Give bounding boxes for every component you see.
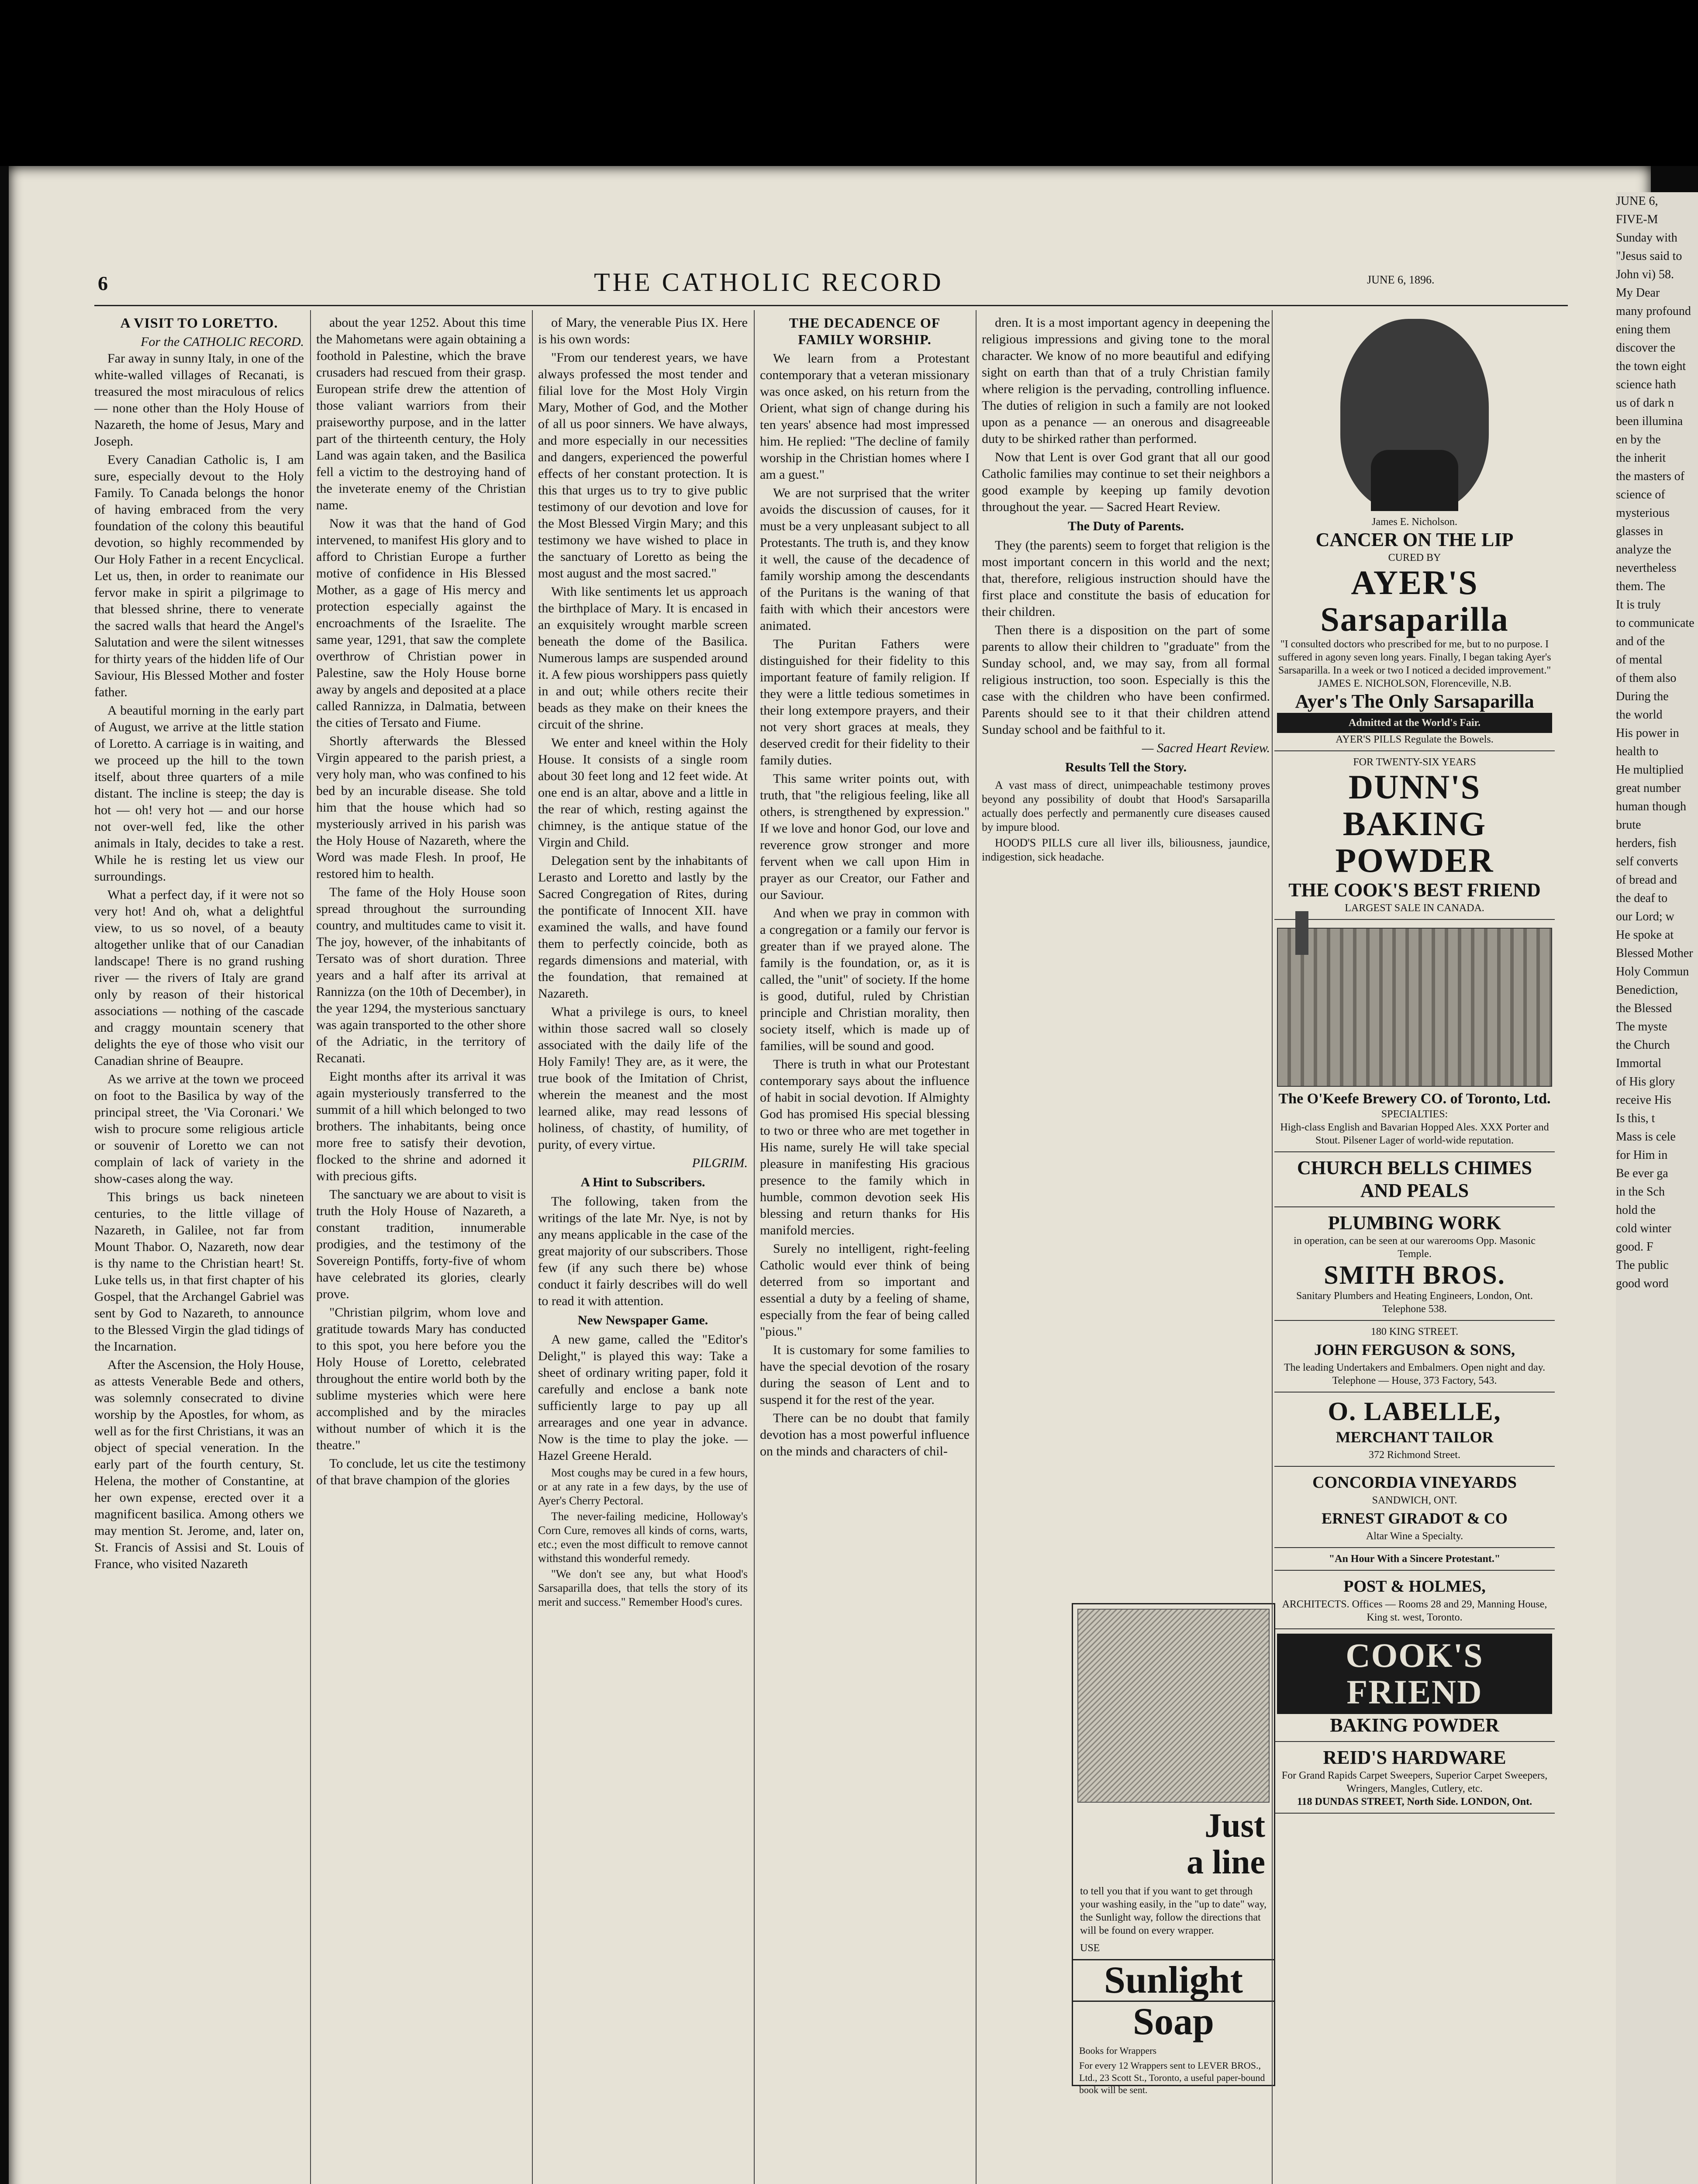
paragraph: of Mary, the venerable Pius IX. Here is his own words: [538,315,748,346]
paragraph: Far away in sunny Italy, in one of the white-walled villages of Recanati, is treasured the most miraculous of relics — none other than the Holy House of Nazareth, the home of Jesus, Mary and Joseph. [94,351,304,449]
heading-results: Results Tell the Story. [1065,760,1187,774]
adjacent-page-line: of mental [1616,653,1663,667]
ad-text: SPECIALTIES: [1381,1109,1448,1120]
article-signature: PILGRIM. [692,1156,748,1170]
ad-headline: PLUMBING WORK [1328,1212,1501,1234]
paragraph: As we arrive at the town we proceed on foot to the Basilica by way of the principal street, the 'Via Coronari.' We wish to procure some religious article or souvenir of Loretto we can not complain of lack of variety in the show-cases along the way. [94,1072,304,1186]
ad-text: AYER'S PILLS Regulate the Bowels. [1336,734,1494,745]
advertisement-column [1274,310,1555,2184]
adjacent-page-line: hold the [1616,1203,1656,1217]
ad-headline: "An Hour With a Sincere Protestant." [1329,1553,1501,1565]
paragraph: The following, taken from the writings of the late Mr. Nye, is not by any means applicable in the case of the great majority of our subscribers. Those few (if any such there be) whose conduct it fairly describes will do well to read it with attention. [538,1194,748,1308]
ad-brand: DUNN'S [1348,768,1481,806]
ad-text: "I consulted doctors who prescribed for me, but to no purpose. I suffered in agony seven long years. Finally, I began taking Ayer's Sarsaparilla. In a week or two I noticed a decided improvement." [1278,639,1551,676]
ad-brand: JOHN FERGUSON & SONS, [1314,1341,1515,1358]
adjacent-page-line: the town eight [1616,359,1686,373]
paragraph: And when we pray in common with a congregation or a family our fervor is greater than if we prayed alone. The family is the foundation, or, as it is called, the "unit" of society. If the home is good, dutiful, ruled by Christian principle and Christian morality, then society itself, which is made up of families, will be sound and good. [760,906,970,1053]
adjacent-page-line: Mass is cele [1616,1130,1676,1144]
labelle-ad [1274,1393,1555,1467]
note: HOOD'S PILLS cure all liver ills, biliousness, jaundice, indigestion, sick headache. [982,836,1270,863]
column-2 [316,314,526,2184]
adjacent-page-line: discover the [1616,341,1676,355]
adjacent-page-line: Is this, t [1616,1112,1655,1125]
okeefe-brewery-ad [1274,920,1555,1152]
ad-left-note: Books for Wrappers [1079,2045,1157,2056]
adjacent-page-line: Be ever ga [1616,1167,1668,1180]
ad-text: MERCHANT TAILOR [1336,1428,1494,1446]
paragraph: Eight months after its arrival it was again mysteriously transferred to the summit of a hill which belonged to two brothers. The inhabitants, being once more free to satisfy their devotion, flocked to the shrine and adorned it with precious gifts. [316,1069,526,1183]
ad-text: For Grand Rapids Carpet Sweepers, Superior Carpet Sweepers, Wringers, Mangles, Cutlery, etc. [1281,1770,1548,1794]
ad-right-note: For every 12 Wrappers sent to LEVER BROS., Ltd., 23 Scott St., Toronto, a useful paper-bound book will be sent. [1079,2060,1265,2095]
note: "We don't see any, but what Hood's Sarsaparilla does, that tells the story of its merit and success." Remember Hood's cures. [538,1568,748,1608]
adjacent-page-line: en by the [1616,433,1661,446]
adjacent-page-line: brute [1616,818,1641,832]
ad-brand: Sunlight [1073,1959,1274,2001]
adjacent-page-line: glasses in [1616,525,1663,538]
header-rule [94,305,1568,306]
column-5 [982,314,1270,1599]
ad-brand: O. LABELLE, [1328,1397,1501,1426]
paragraph: What a privilege is ours, to kneel within those sacred wall so closely associated with the daily life of the Holy Family! They are, as it were, the true book of the Imitation of Christ, wherein the meanest and the most learned alike, may read lessons of holiness, of chastity, of humility, of purity, of every virtue. [538,1005,748,1152]
paragraph: They (the parents) seem to forget that religion is the most important concern in this world and the next; that, therefore, religious instruction should have the first place and constitute the basis of education for their children. [982,538,1270,619]
adjacent-page-line: ening them [1616,323,1671,336]
paragraph: We enter and kneel within the Holy House. It consists of a single room about 30 feet long and 12 feet wide. At one end is an altar, above and a little in the rear of which, resting against the chimney, is the antique statue of the Virgin and Child. [538,736,748,850]
adjacent-page-line: them. The [1616,580,1666,593]
adjacent-page-line: analyze the [1616,543,1671,556]
adjacent-page-line: receive His [1616,1093,1671,1107]
paragraph: Delegation sent by the inhabitants of Lerasto and Loretto and lastly by the Sacred Congregation of Rites, during the pontificate of Innocent XII. have examined the walls, and have found them to perfectly coincide, both as regards dimensions and material, with the foundation, that remained at Nazareth. [538,854,748,1001]
column-4 [760,314,970,2184]
adjacent-page-line: herders, fish [1616,836,1677,850]
adjacent-page-line: the world [1616,708,1663,722]
church-bells-ad [1274,1152,1555,1207]
paragraph: Surely no intelligent, right-feeling Catholic would ever think of being deterred from so important and essential a duty by a feeling of shame, especially from the fear of being called "pious." [760,1241,970,1339]
ad-brand: Ayer's The Only Sarsaparilla [1295,691,1534,712]
ad-brand: SMITH BROS. [1324,1261,1505,1289]
adjacent-page-line: of His glory [1616,1075,1675,1089]
paragraph: "Christian pilgrim, whom love and gratitude towards Mary has conducted to this spot, you here before you the Holy House of Loretto, celebrated throughout the entire world both by the sublime mysteries which were here accomplished and by the miracles without number of which it is the theatre." [316,1305,526,1452]
column-rule [976,310,977,2184]
adjacent-page-line: The myste [1616,1020,1667,1033]
paragraph: This brings us back nineteen centuries, to the little village of Nazareth, in Galilee, not far from Mount Thabor. O, Nazareth, now dear is thy name to the Christian heart! St. Luke tells us, in that first chapter of his Gospel, that the Archangel Gabriel was sent by God to Nazareth, to announce to the Blessed Virgin the glad tidings of the Incarnation. [94,1190,304,1354]
ad-text: High-class English and Bavarian Hopped Ales. XXX Porter and Stout. Pilsener Lager of world-wide reputation. [1280,1122,1549,1146]
ad-use: USE [1080,1942,1100,1954]
paragraph: about the year 1252. About this time the Mahometans were again obtaining a foothold in Palestine, which the brave crusaders had rescued from their grasp. European strife drew the attention of those valiant warriors from their praiseworthy purpose, and in the latter part of the thirteenth century, the Holy Land was again taken, and the Basilica fell a victim to the destroying hand of the inveterate enemy of the Christian name. [316,315,526,512]
adjacent-page-line: health to [1616,745,1659,758]
adjacent-page-line: His power in [1616,726,1679,740]
paragraph: We learn from a Protestant contemporary that a veteran missionary was once asked, on his return from the Orient, what sign of change during his ten years' absence had most impressed him. He replied: "The decline of family worship in the Christian homes where I am a guest." [760,351,970,482]
adjacent-page-line: good. F [1616,1240,1653,1254]
adjacent-page-line: He spoke at [1616,928,1674,942]
cooks-friend-ad [1274,1629,1555,1742]
adjacent-page-line: mysterious [1616,506,1670,520]
paragraph: The fame of the Holy House soon spread throughout the surrounding country, and multitudes came to visit it. The joy, however, of the inhabitants of Tersato was of short duration. Three years and a half after its arrival at Rannizza (on the 10th of December), in the year 1294, the mysterious sanctuary was again transported to the other shore of the Adriatic, in the territory of Recanati. [316,885,526,1065]
adjacent-page-line: the masters of [1616,470,1685,483]
adjacent-page-line: the Blessed [1616,1002,1672,1015]
adjacent-page-line: of them also [1616,671,1677,685]
ad-brand: CHURCH BELLS CHIMES AND PEALS [1297,1157,1532,1201]
paragraph: Now it was that the hand of God intervened, to manifest His glory and to afford to Christian Europe a further motive of confidence in His Blessed Mother, as a gage of His mercy and protection especially against the encroachments of the Israelite. The same year, 1291, that saw the complete overthrow of Christian power in Palestine, saw the Holy House borne away by angels and deposited at a place called Rannizza, in Dalmatia, between the cities of Tersato and Fiume. [316,516,526,730]
ad-brand: CONCORDIA VINEYARDS [1312,1473,1517,1492]
paragraph: What a perfect day, if it were not so very hot! And oh, what a delightful view, to us so novel, of a beauty altogether unlike that of our Canadian landscape! There is no grand rushing river — the rivers of Italy are grand only by reason of their historical associations — nothing of the cascade and craggy mountain scenery that delights the eye of those who visit our Canadian shrine of Beaupre. [94,888,304,1068]
ad-brand: AYER'S Sarsaparilla [1320,563,1509,638]
post-holmes-ad [1274,1571,1555,1629]
adjacent-page-line: It is truly [1616,598,1661,612]
ferguson-ad [1274,1321,1555,1393]
adjacent-page-line: science of [1616,488,1665,501]
note: The never-failing medicine, Holloway's Corn Cure, removes all kinds of corns, warts, etc.; even the most difficult to remove cannot withstand this wonderful remedy. [538,1510,748,1565]
adjacent-page-fragment [1616,192,1698,2184]
ad-text: SANDWICH, ONT. [1372,1495,1457,1506]
ad-slogan: THE COOK'S BEST FRIEND [1288,879,1541,901]
adjacent-page-line: self converts [1616,855,1678,868]
column-rule [754,310,755,2184]
ad-headline: a line [1187,1843,1265,1881]
portrait-caption: James E. Nicholson. [1372,516,1457,528]
adjacent-page-line: human though [1616,800,1686,813]
paragraph: This same writer points out, with truth, that "the religious feeling, like all others, is strengthened by expression." If we love and honor God, our love and reverence grow stronger and more fervent when we call upon Him in prayer as our Creator, our Father and our Saviour. [760,771,970,902]
masthead: THE CATHOLIC RECORD [594,268,944,297]
adjacent-page-line: During the [1616,690,1669,703]
note: Most coughs may be cured in a few hours, or at any rate in a few days, by the use of Ayer's Cherry Pectoral. [538,1466,748,1507]
adjacent-page-line: Immortal [1616,1057,1662,1070]
article-title-family-worship: THE DECADENCE OF FAMILY WORSHIP. [789,315,941,347]
adjacent-page-line: of bread and [1616,873,1677,887]
reids-hardware-ad [1274,1742,1555,1814]
article-title-loretto: A VISIT TO LORETTO. [120,315,278,331]
adjacent-page-line: JUNE 6, [1616,194,1658,208]
adjacent-page-line: our Lord; w [1616,910,1674,923]
ad-brand: ERNEST GIRADOT & CO [1322,1510,1508,1527]
adjacent-page-line: Blessed Mother [1616,947,1693,960]
ad-text: LARGEST SALE IN CANADA. [1345,902,1484,914]
ad-text: ARCHITECTS. Offices — Rooms 28 and 29, Manning House, King st. west, Toronto. [1282,1599,1547,1623]
adjacent-page-line: to communicate [1616,616,1695,630]
brewery-illustration [1277,928,1552,1087]
adjacent-page-line: Holy Commun [1616,965,1689,978]
ayers-ad [1274,310,1555,751]
ad-text: FOR TWENTY-SIX YEARS [1353,757,1476,768]
adjacent-page-line: the inherit [1616,451,1666,465]
dunns-baking-powder-ad [1274,751,1555,920]
adjacent-page-line: the Church [1616,1038,1670,1052]
adjacent-page-line: "Jesus said to [1616,249,1682,263]
adjacent-page-line: good word [1616,1277,1669,1290]
paragraph: After the Ascension, the Holy House, as attests Venerable Bede and others, was solemnly consecrated to divine worship by the Apostles, for whom, as well as for the first Christians, it was an object of special veneration. In the early part of the fourth century, St. Helena, the mother of Constantine, at her own expense, erected over it a magnificent basilica. Among others we may mention St. Jerome, and, later on, St. Francis of Assisi and St. Louis of France, who visited Nazareth [94,1358,304,1571]
paragraph: We are not surprised that the writer avoids the discussion of causes, for it must be a very unpleasant subject to all Protestants. The truth is, and they know it well, the cause of the decadence of family worship among the descendants of the Puritans is the waning of that faith with which their ancestors were animated. [760,486,970,633]
scanner-top-border [0,0,1698,166]
ad-brand: POWDER [1335,841,1494,879]
heading-hint-to-subscribers: A Hint to Subscribers. [580,1175,705,1189]
adjacent-page-line: Benediction, [1616,983,1678,997]
newspaper-page [9,166,1651,2184]
ad-text: Altar Wine a Specialty. [1366,1531,1463,1542]
column-3 [538,314,748,2184]
ad-text: JAMES E. NICHOLSON, Florenceville, N.B. [1318,678,1512,689]
adjacent-page-line: John vi) 58. [1616,268,1674,281]
sunlight-soap-ad [1072,1603,1275,2095]
paragraph: A beautiful morning in the early part of August, we arrive at the little station of Loretto. A carriage is in waiting, and we proceed up the hill to the town itself, about three quarters of a mile distant. The incline is steep; the day is hot — oh! very hot — and our horse not over-well fed, like the other animals in Italy, decides to take a rest. While he is resting let us view our surroundings. [94,703,304,884]
adjacent-page-line: in the Sch [1616,1185,1665,1199]
ad-brand: COOK'S FRIEND [1277,1634,1552,1714]
washline-illustration [1077,1609,1270,1803]
ad-text: 180 KING STREET. [1370,1326,1459,1337]
paragraph: The sanctuary we are about to visit is truth the Holy House of Nazareth, a constant tradition, innumerable prodigies, and the testimony of the Sovereign Pontiffs, forty-five of whom have celebrated its glories, clearly prove. [316,1187,526,1301]
article-credit: For the CATHOLIC RECORD. [141,335,304,349]
ad-headline: CANCER ON THE LIP [1315,529,1514,550]
adjacent-page-line: The public [1616,1258,1669,1272]
column-rule [1272,310,1273,2184]
ad-text: 118 DUNDAS STREET, North Side. LONDON, Ont. [1297,1796,1532,1807]
adjacent-page-line: the deaf to [1616,892,1668,905]
paragraph: With like sentiments let us approach the birthplace of Mary. It is encased in an exquisitely wrought marble screen beneath the dome of the Basilica. Numerous lamps are suspended around it. A few pious worshippers pass quietly in and out; while others recite their beads as they make on their knees the circuit of the shrine. [538,584,748,732]
adjacent-page-line: many profound [1616,304,1691,318]
ad-text: to tell you that if you want to get through your washing easily, in the "up to date" way, the Sunlight way, follow the directions that will be found on every wrapper. [1080,1886,1267,1936]
page-number: 6 [98,272,108,294]
adjacent-page-line: us of dark n [1616,396,1674,410]
ad-text: in operation, can be seen at our warerooms Opp. Masonic Temple. [1294,1235,1536,1260]
note: A vast mass of direct, unimpeachable testimony proves beyond any possibility of doubt that Hood's Sarsaparilla actually does perfectly and permanently cure diseases caused by impure blood. [982,779,1270,833]
paragraph: There is truth in what our Protestant contemporary says about the influence of habit in social devotion. If Almighty God has promised His special blessing to two or three who are met together in His name, surely He will take special pleasure in manifesting His gracious presence to the family which in humble, common devotion seek His blessing and return thanks for His manifold mercies. [760,1057,970,1237]
column-rule [310,310,311,2184]
adjacent-page-line: cold winter [1616,1222,1671,1235]
adjacent-page-line: for Him in [1616,1148,1668,1162]
ad-text: The leading Undertakers and Embalmers. Open night and day. Telephone — House, 373 Factory, 543. [1284,1362,1546,1386]
smith-bros-ad [1274,1207,1555,1321]
adjacent-page-line: Sunday with [1616,231,1677,245]
column-1 [94,314,304,2184]
paragraph: dren. It is a most important agency in deepening the religious impressions and giving tone to the moral character. We know of no more beautiful and edifying sight on earth than that of a truly Christian family where religion is the pervading, controlling influence. The duties of religion in such a family are not looked upon as a penance — an onerous and disagreeable duty to be shirked rather than performed. [982,315,1270,446]
sincere-protestant-ad [1274,1548,1555,1571]
dateline: JUNE 6, 1896. [1367,273,1435,286]
paragraph: There can be no doubt that family devotion has a most powerful influence on the minds and characters of chil- [760,1411,970,1458]
ad-brand: POST & HOLMES, [1343,1577,1486,1596]
concordia-ad [1274,1467,1555,1548]
adjacent-page-line: nevertheless [1616,561,1677,575]
paragraph: Then there is a disposition on the part of some parents to allow their children to "graduate" from the Sunday school, and, we may say, from all formal religious instruction, too soon. Especially is this the case with the children who have been confirmed. Parents should see to it that their children attend Sunday school and be faithful to it. [982,623,1270,737]
adjacent-page-line: been illumina [1616,415,1683,428]
column-rule [532,310,533,2184]
adjacent-page-line: science hath [1616,378,1676,391]
adjacent-page-line: My Dear [1616,286,1660,300]
adjacent-page-line: great number [1616,781,1681,795]
paragraph: Every Canadian Catholic is, I am sure, especially devout to the Holy Family. To Canada belongs the honor of having embraced from the very foundation of the colony this beautiful devotion, so highly recommended by Our Holy Father in a recent Encyclical. Let us, then, in order to reanimate our fervor make in spirit a pilgrimage to that blessed shrine, there to venerate the sacred walls that heard the Angel's Salutation and were the silent witnesses for thirty years of the hidden life of Our Saviour, His Blessed Mother and foster father. [94,453,304,699]
paragraph: Now that Lent is over God grant that all our good Catholic families may continue to set their neighbors a good example by keeping up family devotion throughout the year. — Sacred Heart Review. [982,450,1270,514]
ad-banner: Admitted at the World's Fair. [1277,713,1552,733]
portrait-illustration [1340,319,1489,511]
ad-brand: Soap [1073,2001,1274,2042]
article-credit: — Sacred Heart Review. [1142,741,1270,755]
ad-text: CURED BY [1388,552,1441,563]
paragraph: Shortly afterwards the Blessed Virgin appeared to the parish priest, a very holy man, who was confined to his bed by an incurable disease. She told him that the house which had so mysteriously arrived in his parish was the Holy House of Nazareth, where the Word was made Flesh. In proof, He restored him to health. [316,734,526,881]
ad-text: Sanitary Plumbers and Heating Engineers, London, Ont. Telephone 538. [1296,1290,1533,1315]
adjacent-page-line: FIVE-M [1616,213,1658,226]
ad-brand: The O'Keefe Brewery CO. of Toronto, Ltd. [1278,1091,1551,1107]
paragraph: The Puritan Fathers were distinguished for their fidelity to this important feature of family religion. If they were a little tedious sometimes in their long extempore prayers, and their not very short graces at meals, they deserved credit for their fidelity to their family duties. [760,637,970,767]
heading-duty-of-parents: The Duty of Parents. [1067,519,1184,533]
ad-brand: BAKING [1343,805,1487,843]
adjacent-page-line: He multiplied [1616,763,1684,777]
paragraph: It is customary for some families to have the special devotion of the rosary during the season of Lent and to suspend it for the rest of the year. [760,1343,970,1407]
ad-headline: Just [1204,1806,1265,1844]
paragraph: "From our tenderest years, we have always professed the most tender and filial love for the Most Holy Virgin Mary, Mother of God, and the Mother of all us poor sinners. We have always, and more especially in our necessities and dangers, experienced the powerful effects of her constant protection. It is this that urges us to try to give public testimony of our devotion and love for the Most Blessed Virgin Mary; and this testimony we have wished to place in the sanctuary of Loretto as being the most august and the most sacred." [538,350,748,581]
ad-brand: BAKING POWDER [1330,1714,1499,1736]
ad-text: 372 Richmond Street. [1369,1449,1460,1461]
paragraph: To conclude, let us cite the testimony of that brave champion of the glories [316,1456,526,1487]
paragraph: A new game, called the "Editor's Delight," is played this way: Take a sheet of ordinary writing paper, fold it carefully and enclose a bank note sufficiently large to pay up all arrearages and one year in advance. Now is the time to play the joke. — Hazel Greene Herald. [538,1332,748,1463]
ad-brand: REID'S HARDWARE [1323,1747,1506,1768]
heading-new-newspaper-game: New Newspaper Game. [577,1313,708,1327]
adjacent-page-line: and of the [1616,635,1665,648]
